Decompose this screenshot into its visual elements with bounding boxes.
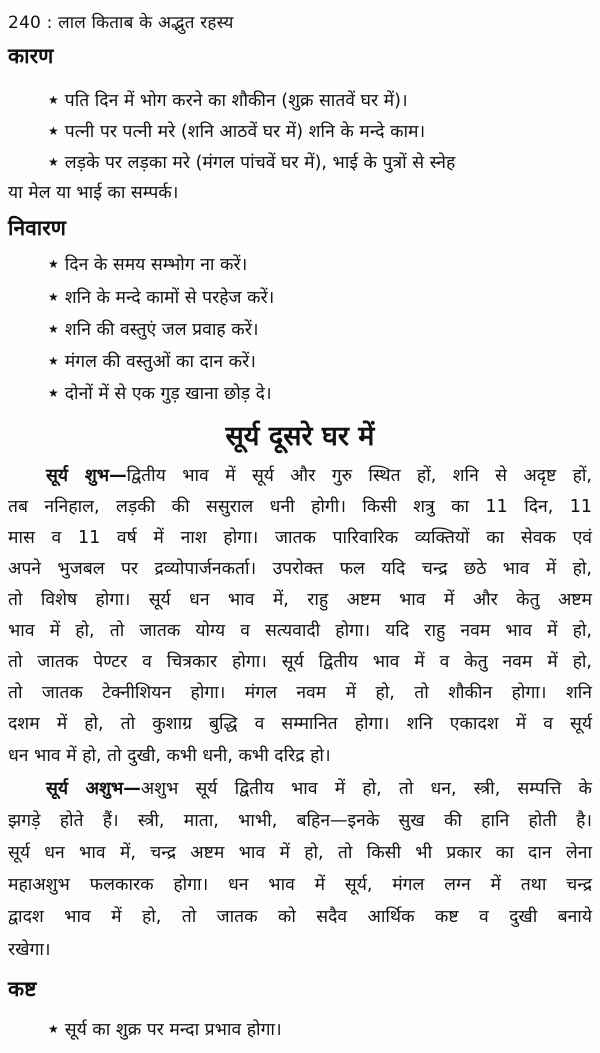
section-heading-kasht: कष्ट [8,977,37,1001]
chapter-title: सूर्य दूसरे घर में [225,421,375,452]
nivaran-bullet-4: ★ मंगल की वस्तुओं का दान करें। [48,352,256,372]
karan-bullet-2: ★ पत्नी पर पत्नी मरे (शनि आठवें घर में) शनि के मन्दे काम। [48,122,426,142]
surya-ashubh-line-5: द्वादश भाव में हो, तो जातक को सदैव आर्थिक कष्ट व दुखी बनाये [8,907,592,927]
nivaran-bullet-1: ★ दिन के समय सम्भोग ना करें। [48,255,248,275]
nivaran-bullet-2: ★ शनि के मन्दे कामों से परहेज करें। [48,288,275,308]
section-heading-karan: कारण [8,44,54,68]
surya-shubh-line-8: तो जातक टेक्नीशियन होगा। मंगल नवम में हो, तो शौकीन होगा। शनि [8,683,592,703]
star-icon: ★ [48,354,59,368]
surya-shubh-line-2: तब ननिहाल, लड़की की ससुराल धनी होगी। किसी शत्रु का 11 दिन, 11 [8,497,592,517]
star-icon: ★ [48,290,59,304]
surya-shubh-line-10: धन भाव में हो, तो दुखी, कभी धनी, कभी दरिद्र हो। [8,746,331,766]
surya-shubh-line-6: भाव में हो, तो जातक योग्य व सत्यवादी होगा। यदि राहु नवम भाव में हो, [8,621,592,641]
karan-bullet-3-continuation: या मेल या भाई का सम्पर्क। [8,183,179,203]
surya-shubh-line-5: तो विशेष होगा। सूर्य धन भाव में, राहु अष्टम भाव में और केतु अष्टम [8,590,592,610]
surya-shubh-line-9: दशम में हो, तो कुशाग्र बुद्धि व सम्मानित होगा। शनि एकादश में व सूर्य [8,714,592,734]
running-head: 240 : लाल किताब के अद्भुत रहस्य [8,13,234,33]
nivaran-bullet-5: ★ दोनों में से एक गुड़ खाना छोड़ दे। [48,384,272,404]
star-icon: ★ [48,155,59,169]
star-icon: ★ [48,257,59,271]
surya-shubh-line-7: तो जातक पेण्टर व चित्रकार होगा। सूर्य द्वितीय भाव में व केतु नवम में हो, [8,652,592,672]
surya-shubh-line-4: अपने भुजबल पर द्रव्योपार्जनकर्ता। उपरोक्त फल यदि चन्द्र छठे भाव में हो, [8,559,592,579]
surya-ashubh-line-6: रखेगा। [8,940,51,960]
kasht-bullet-1: ★ सूर्य का शुक्र पर मन्दा प्रभाव होगा। [48,1020,282,1040]
surya-ashubh-line-2: झगड़े होते हैं। स्त्री, माता, भाभी, बहिन—इनके सुख की हानि होती है। [8,811,592,831]
star-icon: ★ [48,124,59,138]
nivaran-bullet-3: ★ शनि की वस्तुएं जल प्रवाह करें। [48,320,259,340]
surya-shubh-line-1: सूर्य शुभ—द्वितीय भाव में सूर्य और गुरु स्थित हों, शनि से अदृष्ट हों, [46,466,592,486]
surya-ashubh-line-3: सूर्य धन भाव में, चन्द्र अष्टम भाव में हो, तो किसी भी प्रकार का दान लेना [8,843,592,863]
surya-shubh-line-3: मास व 11 वर्ष में नाश होगा। जातक पारिवारिक व्यक्तियों का सेवक एवं [8,528,592,548]
surya-shubh-lead: सूर्य शुभ— [46,466,127,486]
star-icon: ★ [48,322,59,336]
karan-bullet-1: ★ पति दिन में भोग करने का शौकीन (शुक्र सातवें घर में)। [48,91,408,111]
surya-ashubh-lead: सूर्य अशुभ— [46,779,141,799]
surya-ashubh-line-4: महाअशुभ फलकारक होगा। धन भाव में सूर्य, मंगल लग्न में तथा चन्द्र [8,875,592,895]
section-heading-nivaran: निवारण [8,216,66,240]
karan-bullet-3: ★ लड़के पर लड़का मरे (मंगल पांचवें घर में), भाई के पुत्रों से स्नेह [48,153,456,173]
star-icon: ★ [48,1022,59,1036]
star-icon: ★ [48,386,59,400]
surya-ashubh-line-1: सूर्य अशुभ—अशुभ सूर्य द्वितीय भाव में हो, तो धन, स्त्री, सम्पत्ति के [46,779,592,799]
star-icon: ★ [48,93,59,107]
